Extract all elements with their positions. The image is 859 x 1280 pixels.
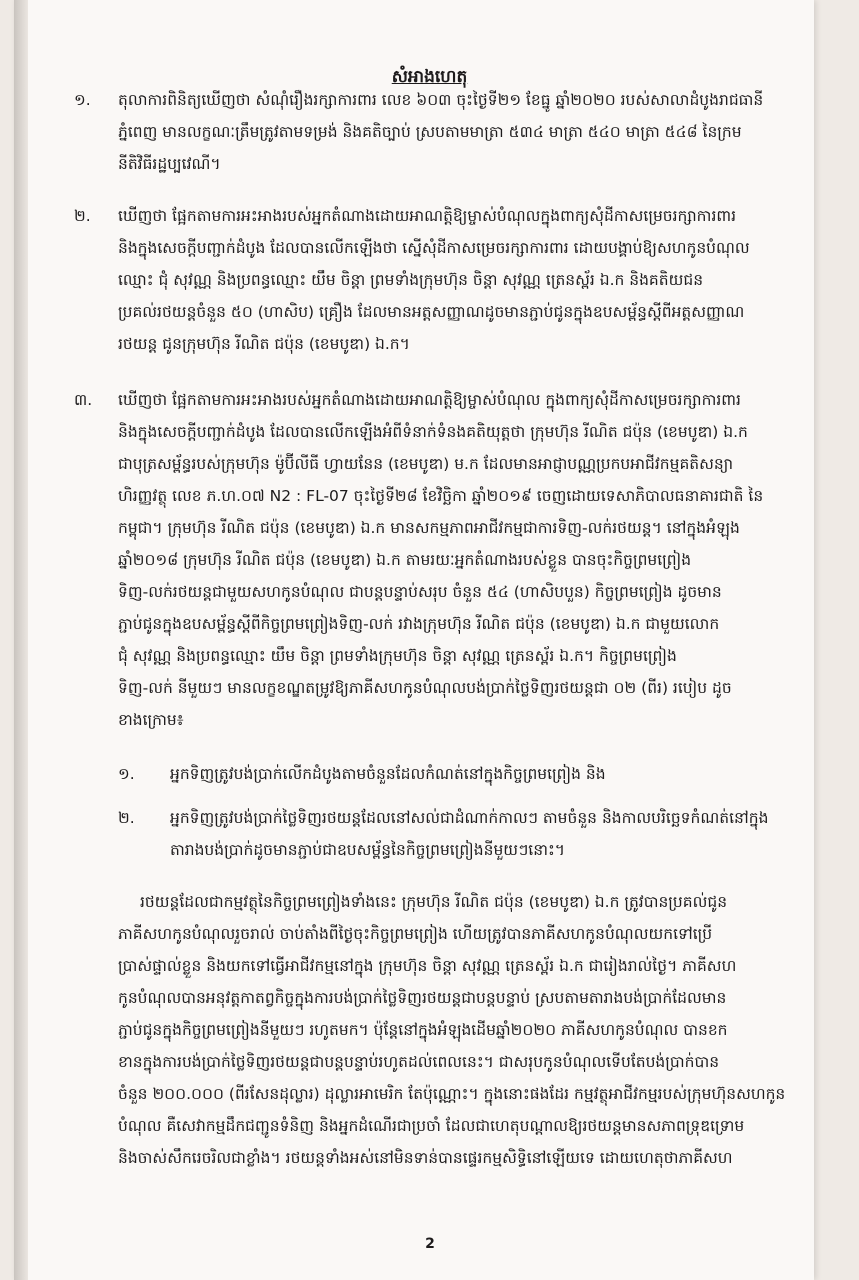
text-line: រថយន្ត ជូនក្រុមហ៊ុន រីណិត ជប៉ុន (ខេមបូឌា) ឯ.ក។ <box>118 335 410 353</box>
sublist-line: អ្នកទិញត្រូវបង់ប្រាក់ថ្លៃទិញរថយន្តដែលនៅសល់ជាដំណាក់កាលៗ តាមចំនួន និងកាលបរិច្ឆេទកំណត់នៅក្នុង <box>170 809 769 827</box>
text-line: ខានក្នុងការបង់ប្រាក់ថ្លៃទិញរថយន្តជាបន្តបន្ទាប់រហូតដល់ពេលនេះ។ ជាសរុបកូនបំណុលទើបតែបង់ប្រាក់បាន <box>118 1053 720 1071</box>
text-line: ជុំ សុវណ្ណ និងប្រពន្ធឈ្មោះ យឹម ចិន្តា ព្រមទាំងក្រុមហ៊ុន ចិន្តា សុវណ្ណ ត្រេនស្ព័រ ឯ.ក។ កិច្ចព្រមព្រៀង <box>118 647 677 665</box>
text-line: ហិរញ្ញវត្ថុ លេខ ភ.ហ.០៧ N2 : FL-07 ចុះថ្ងៃទី២៨ ខែវិច្ឆិកា ឆ្នាំ២០១៩ ចេញដោយទេសាភិបាលធនាគារជាតិ នៃ <box>118 487 764 505</box>
text-line: ចំនួន ២០០.០០០ (ពីរសែនដុល្លារ) ដុល្លារអាមេរិក តែប៉ុណ្ណោះ។ ក្នុងនោះផងដែរ កម្មវត្ថុអាជីវកម្មរបស់ក្រុមហ៊ុនសហកូន <box>118 1085 786 1103</box>
text-line: ភ្ជាប់ជូនក្នុងឧបសម្ព័ន្ធស្តីពីកិច្ចព្រមព្រៀងទិញ-លក់ រវាងក្រុមហ៊ុន រីណិត ជប៉ុន (ខេមបូឌា) ឯ.ក ជាមួយលោក <box>118 615 720 633</box>
text-line: ខាងក្រោម៖ <box>118 711 184 729</box>
text-line: ឃើញថា ផ្អែកតាមការអះអាងរបស់អ្នកតំណាងដោយអាណត្តិឱ្យម្ចាស់បំណុលក្នុងពាក្យសុំដីកាសម្រេចរក្សាការពារ <box>118 207 737 225</box>
section-number: ៣. <box>74 391 93 409</box>
text-line: កូនបំណុលបានអនុវត្តកាតព្វកិច្ចក្នុងការបង់ប្រាក់ថ្លៃទិញរថយន្តជាបន្តបន្ទាប់ ស្របតាមតារាងបង់ប្រាក់ដែលមាន <box>118 989 727 1007</box>
text-line: ភាគីសហកូនបំណុលរួចរាល់ ចាប់តាំងពីថ្ងៃចុះកិច្ចព្រមព្រៀង ហើយត្រូវបានភាគីសហកូនបំណុលយកទៅប្រើ <box>118 925 713 943</box>
text-line: កម្ពុជា។ ក្រុមហ៊ុន រីណិត ជប៉ុន (ខេមបូឌា) ឯ.ក មានសកម្មភាពអាជីវកម្មជាការទិញ-លក់រថយន្ត។ នៅក្នុងអំឡុង <box>118 519 740 537</box>
section-number: ២. <box>74 207 91 225</box>
sublist-line: អ្នកទិញត្រូវបង់ប្រាក់លើកដំបូងតាមចំនួនដែលកំណត់នៅក្នុងកិច្ចព្រមព្រៀង និង <box>170 765 606 783</box>
text-line: ជាបុត្រសម្ព័ន្ធរបស់ក្រុមហ៊ុន ម៉ូប៊ីលីធី ហ្វាយនែន (ខេមបូឌា) ម.ក ដែលមានអាជ្ញាបណ្ណប្រកបអាជីវកម្មគតិសន្យា <box>118 455 734 473</box>
section-number: ១. <box>74 91 91 109</box>
page-edge-shadow <box>14 0 28 1280</box>
text-line: ឆ្នាំ២០១៨ ក្រុមហ៊ុន រីណិត ជប៉ុន (ខេមបូឌា) ឯ.ក តាមរយៈអ្នកតំណាងរបស់ខ្លួន បានចុះកិច្ចព្រមព្រៀង <box>118 551 692 569</box>
sublist-number: ២. <box>118 809 135 827</box>
text-line: ភ្ជាប់ជូនក្នុងកិច្ចព្រមព្រៀងនីមួយៗ រហូតមក។ ប៉ុន្តែនៅក្នុងអំឡុងដើមឆ្នាំ២០២០ ភាគីសហកូនបំណុល បានខក <box>118 1021 728 1039</box>
text-line: និងចាស់សឹករេចរិលជាខ្លាំង។ រថយន្តទាំងអស់នៅមិនទាន់បានផ្ទេរកម្មសិទ្ធិនៅឡើយទេ ដោយហេតុថាភាគីសហ <box>118 1149 733 1167</box>
text-line: តុលាការពិនិត្យឃើញថា សំណុំរឿងរក្សាការពារ លេខ ៦០៣ ចុះថ្ងៃទី២១ ខែធ្នូ ឆ្នាំ២០២០ របស់សាលាដំបូងរាជធានី <box>118 91 764 109</box>
document-heading: សំអាងហេតុ <box>391 67 468 87</box>
sublist-line: តារាងបង់ប្រាក់ដូចមានភ្ជាប់ជាឧបសម្ព័ន្ធនៃកិច្ចព្រមព្រៀងនីមួយៗនោះ។ <box>170 841 565 859</box>
text-line: ប្រគល់រថយន្តចំនួន ៥០ (ហាសិប) គ្រឿង ដែលមានអត្តសញ្ញាណដូចមានភ្ជាប់ជូនក្នុងឧបសម្ព័ន្ធស្តីពីអត្តសញ្ញាណ <box>118 303 745 321</box>
text-line: ឈ្មោះ ជុំ សុវណ្ណ និងប្រពន្ធឈ្មោះ យឹម ចិន្តា ព្រមទាំងក្រុមហ៊ុន ចិន្តា សុវណ្ណ ត្រេនស្ព័រ ឯ.ក និងគតិយជន <box>118 271 704 289</box>
text-line: និងក្នុងសេចក្តីបញ្ជាក់ដំបូង ដែលបានលើកឡើងអំពីទំនាក់ទំនងគតិយុត្តថា ក្រុមហ៊ុន រីណិត ជប៉ុន (ខេមបូឌា) ឯ.ក <box>118 423 748 441</box>
sublist-number: ១. <box>118 765 135 783</box>
text-line: និងក្នុងសេចក្តីបញ្ជាក់ដំបូង ដែលបានលើកឡើងថា ស្នើសុំដីកាសម្រេចរក្សាការពារ ដោយបង្គាប់ឱ្យសហកូនបំណុល <box>118 239 750 257</box>
page-number: 2 <box>425 1236 435 1252</box>
text-line: បំណុល គឺសេវាកម្មដឹកជញ្ជូនទំនិញ និងអ្នកដំណើរជាប្រចាំ ដែលជាហេតុបណ្តាលឱ្យរថយន្តមានសភាពទ្រុឌទ្រោម <box>118 1117 745 1135</box>
text-line: ឃើញថា ផ្អែកតាមការអះអាងរបស់អ្នកតំណាងដោយអាណត្តិឱ្យម្ចាស់បំណុល ក្នុងពាក្យសុំដីកាសម្រេចរក្សាការពារ <box>118 391 741 409</box>
text-line: នីតិវិធីរដ្ឋប្បវេណី។ <box>118 155 221 173</box>
text-line: ទិញ-លក់ នីមួយៗ មានលក្ខខណ្ឌតម្រូវឱ្យភាគីសហកូនបំណុលបង់ប្រាក់ថ្លៃទិញរថយន្តជា ០២ (ពីរ) របៀប ដូច <box>118 679 732 697</box>
text-line: ប្រាស់ផ្ទាល់ខ្លួន និងយកទៅធ្វើអាជីវកម្មនៅក្នុង ក្រុមហ៊ុន ចិន្តា សុវណ្ណ ត្រេនស្ព័រ ឯ.ក ជារៀងរាល់ថ្ងៃ។ ភាគីសហ <box>118 957 737 975</box>
text-line: ភ្នំពេញ មានលក្ខណៈត្រឹមត្រូវតាមទម្រង់ និងគតិច្បាប់ ស្របតាមមាត្រា ៥៣៤ មាត្រា ៥៤០ មាត្រា ៥៤៨ នៃក្រម <box>118 123 742 141</box>
text-line: ទិញ-លក់រថយន្តជាមួយសហកូនបំណុល ជាបន្តបន្ទាប់សរុប ចំនួន ៥៤ (ហាសិបបួន) កិច្ចព្រមព្រៀង ដូចមាន <box>118 583 722 601</box>
text-line: រថយន្តដែលជាកម្មវត្ថុនៃកិច្ចព្រមព្រៀងទាំងនេះ ក្រុមហ៊ុន រីណិត ជប៉ុន (ខេមបូឌា) ឯ.ក ត្រូវបានប្រគល់ជូន <box>140 893 728 911</box>
